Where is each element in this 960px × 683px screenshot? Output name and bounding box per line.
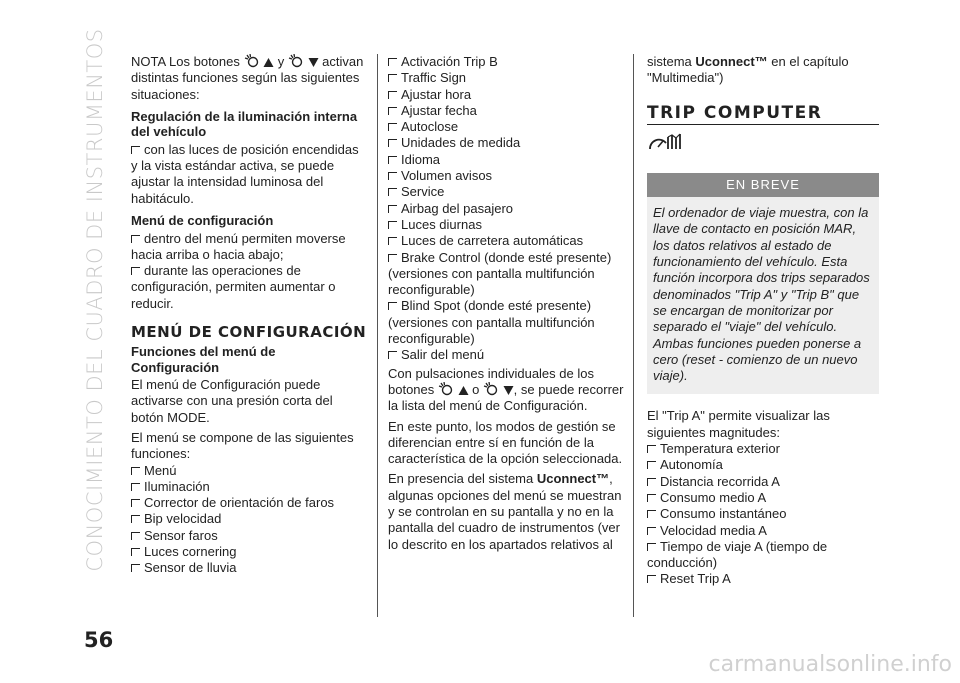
brand-uconnect: Uconnect™ [695, 54, 768, 69]
trip-a-list [647, 441, 879, 588]
paragraph: El menú se compone de las siguientes funciones: [131, 429, 354, 462]
column-1 [131, 54, 367, 577]
light-up-button-icon [438, 382, 454, 396]
paragraph: Con pulsaciones individuales de los botones o , se puede recorrer la lista del menú de Configuración. [388, 365, 624, 414]
bullet-icon [647, 510, 656, 518]
list-item: Consumo instantáneo [647, 506, 879, 522]
list-item: Luces de carretera automáticas [388, 233, 624, 249]
list-item: Velocidad media A [647, 523, 879, 539]
trip-computer-title: TRIP COMPUTER [647, 105, 879, 125]
paragraph: sistema Uconnect™ en el capítulo "Multimedia") [647, 54, 849, 86]
arrow-down-icon [308, 57, 319, 68]
list-item: Airbag del pasajero [388, 201, 624, 217]
en-breve-text: El ordenador de viaje muestra, con la llave de contacto en posición MAR, los datos relativos al estado de funcionamiento del vehículo. Esta función incorpora dos trips separados denominados "Trip A" y "Trip B" que se encargan de monitorizar por separado el "viaje" del vehículo. Ambas funciones pueden ponerse a cero (reset - comienzo de un nuevo viaje). [653, 205, 870, 384]
column-3 [647, 54, 879, 588]
list-item: Temperatura exterior [647, 441, 879, 457]
list-item: Volumen avisos [388, 168, 624, 184]
list-item: Distancia recorrida A [647, 474, 879, 490]
list-item: Traffic Sign [388, 70, 624, 86]
list-item: Ajustar hora [388, 87, 624, 103]
heading-regulacion: Regulación de la iluminación interna del vehículo [131, 108, 358, 140]
brand-uconnect: Uconnect™ [536, 471, 610, 487]
bullet-icon [647, 543, 656, 551]
list-item: Activación Trip B [388, 54, 624, 70]
list-item: Iluminación [131, 479, 367, 495]
arrow-up-icon [263, 57, 274, 68]
bullet-icon [388, 123, 397, 131]
trip-gauge-icon [647, 131, 879, 155]
bullet-icon [131, 146, 140, 154]
list-item: Autoclose [388, 119, 624, 135]
arrow-up-icon [458, 385, 469, 396]
paragraph: En este punto, los modos de gestión se diferencian entre sí en función de la característica de la opción seleccionada. [388, 418, 623, 467]
bullet-icon [131, 235, 140, 243]
heading-funciones: Funciones del menú de Configuración [131, 344, 276, 375]
bullet-icon [131, 483, 140, 491]
bullet-icon [388, 172, 397, 180]
paragraph: El menú de Configuración puede activarse con una presión corta del botón MODE. [131, 377, 333, 425]
bullet-icon [388, 156, 397, 164]
bullet-icon [647, 494, 656, 502]
section-title: MENÚ DE CONFIGURACIÓN [131, 323, 367, 342]
list-item: Sensor de lluvia [131, 560, 367, 576]
bullet-icon [388, 351, 397, 359]
paragraph: En presencia del sistema Uconnect™, algunas opciones del menú se muestran y se controlan en su pantalla y no en la pantalla del cuadro de instrumentos (ver lo descrito en los apartados relativos al [388, 471, 622, 552]
watermark: carmanualsonline.info [708, 652, 952, 677]
list-item: Corrector de orientación de faros [131, 495, 367, 511]
bullet-icon [388, 188, 397, 196]
column-divider [633, 54, 634, 617]
bullet-icon [388, 205, 397, 213]
bullet-icon [388, 254, 397, 262]
bullet-icon [388, 91, 397, 99]
list-item: Idioma [388, 152, 624, 168]
regulacion-text: con las luces de posición encendidas y la vista estándar activa, se puede ajustar la intensidad luminosa del habitáculo. [131, 141, 359, 206]
list-item: Ajustar fecha [388, 103, 624, 119]
bullet-icon [647, 461, 656, 469]
list-item: Luces cornering [131, 544, 367, 560]
bullet-icon [131, 515, 140, 523]
list-item: Brake Control (donde esté presente) (versiones con pantalla multifunción reconfigurable) [388, 249, 612, 298]
list-item: Reset Trip A [647, 571, 879, 587]
light-down-button-icon [483, 382, 499, 396]
bullet-icon [388, 139, 397, 147]
arrow-down-icon [503, 385, 514, 396]
bullet-icon [388, 74, 397, 82]
light-up-button-icon [244, 54, 260, 68]
paragraph: El "Trip A" permite visualizar las siguientes magnitudes: [647, 408, 830, 440]
list-item: Blind Spot (donde esté presente) (versiones con pantalla multifunción reconfigurable) [388, 298, 595, 347]
en-breve-box [647, 173, 879, 395]
list-item: Unidades de medida [388, 135, 624, 151]
list-item: Autonomía [647, 457, 879, 473]
bullet-icon [388, 107, 397, 115]
bullet-icon [388, 58, 397, 66]
bullet-icon [388, 221, 397, 229]
bullet-icon [131, 564, 140, 572]
heading-menu-configuracion: Menú de configuración [131, 213, 274, 229]
bullet-icon [131, 532, 140, 540]
bullet-icon [647, 478, 656, 486]
list-item: Sensor faros [131, 528, 367, 544]
bullet-icon [647, 575, 656, 583]
list-item: Tiempo de viaje A (tiempo de conducción) [647, 538, 828, 571]
list-item: Consumo medio A [647, 490, 879, 506]
bullet-icon [131, 267, 140, 275]
en-breve-title: EN BREVE [647, 173, 879, 197]
bullet-icon [131, 499, 140, 507]
bullet-icon [131, 548, 140, 556]
nota-paragraph: NOTA Los botones y activan distintas funciones según las siguientes situaciones: [131, 54, 364, 102]
bullet-icon [388, 237, 397, 245]
light-down-button-icon [288, 54, 304, 68]
bullet-icon [647, 527, 656, 535]
menu-conf-item: durante las operaciones de configuración, permiten aumentar o reducir. [131, 263, 336, 311]
page-number: 56 [84, 628, 114, 652]
list-item: Menú [131, 463, 367, 479]
function-list [131, 463, 367, 577]
bullet-icon [388, 302, 397, 310]
bullet-icon [647, 445, 656, 453]
bullet-icon [131, 467, 140, 475]
column-divider [377, 54, 378, 617]
menu-conf-item: dentro del menú permiten moverse hacia arriba o hacia abajo; [131, 230, 346, 262]
list-item: Bip velocidad [131, 511, 367, 527]
list-item: Salir del menú [388, 347, 624, 363]
side-title: CONOCIMIENTO DEL CUADRO DE INSTRUMENTOS [83, 28, 107, 572]
list-item: Service [388, 184, 624, 200]
column-2 [388, 54, 624, 557]
function-list [388, 54, 624, 364]
list-item: Luces diurnas [388, 217, 624, 233]
